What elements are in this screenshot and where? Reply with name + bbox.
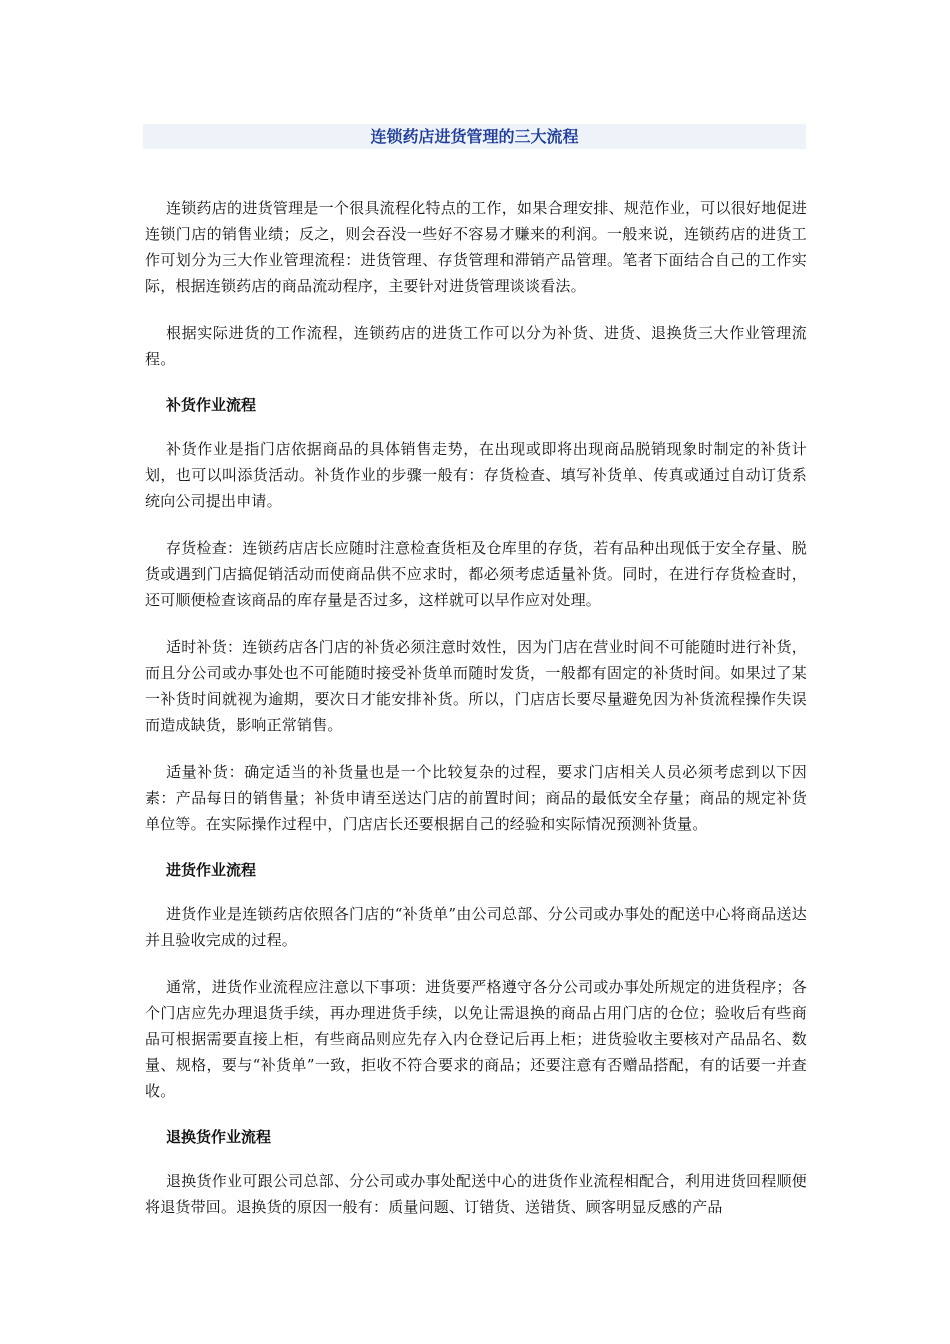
purchase-notes-paragraph: 通常，进货作业流程应注意以下事项：进货要严格遵守各分公司或办事处所规定的进货程序；各个门店应先办理退货手续，再办理进货手续，以免让需退换的商品占用门店的仓位；验收后有些商品可根据需要直接上柜，有些商品则应先存入内仓登记后再上柜；进货验收主要核对产品品名、数量、规格，要与“补货单”一致，拒收不符合要求的商品；还要注意有否赠品搭配，有的话要一并查收。 bbox=[145, 978, 807, 1100]
document-body bbox=[145, 195, 807, 1241]
purchase-definition-paragraph: 进货作业是连锁药店依照各门店的“补货单”由公司总部、分公司或办事处的配送中心将商品送达并且验收完成的过程。 bbox=[145, 905, 807, 949]
return-definition-paragraph: 退换货作业可跟公司总部、分公司或办事处配送中心的进货作业流程相配合，利用进货回程顺便将退货带回。退换货的原因一般有：质量问题、订错货、送错货、顾客明显反感的产品 bbox=[145, 1172, 807, 1216]
section-heading-return: 退换货作业流程 bbox=[166, 1128, 272, 1146]
section-heading-purchase: 进货作业流程 bbox=[166, 861, 257, 879]
timely-replenish-paragraph: 适时补货：连锁药店各门店的补货必须注意时效性，因为门店在营业时间不可能随时进行补货，而且分公司或办事处也不可能随时接受补货单而随时发货，一般都有固定的补货时间。如果过了某一补货时间就视为逾期，要次日才能安排补货。所以，门店店长要尽量避免因为补货流程操作失误而造成缺货，影响正常销售。 bbox=[145, 638, 807, 734]
overview-paragraph: 根据实际进货的工作流程，连锁药店的进货工作可以分为补货、进货、退换货三大作业管理流程。 bbox=[145, 324, 807, 368]
replenish-definition-paragraph: 补货作业是指门店依据商品的具体销售走势，在出现或即将出现商品脱销现象时制定的补货计划，也可以叫添货活动。补货作业的步骤一般有：存货检查、填写补货单、传真或通过自动订货系统向公司提出申请。 bbox=[145, 440, 807, 510]
stock-check-paragraph: 存货检查：连锁药店店长应随时注意检查货柜及仓库里的存货，若有品种出现低于安全存量、脱货或遇到门店搞促销活动而使商品供不应求时，都必须考虑适量补货。同时，在进行存货检查时，还可顺便检查该商品的库存量是否过多，这样就可以早作应对处理。 bbox=[145, 539, 807, 609]
document-title: 连锁药店进货管理的三大流程 bbox=[143, 124, 806, 149]
intro-paragraph: 连锁药店的进货管理是一个很具流程化特点的工作，如果合理安排、规范作业，可以很好地促进连锁门店的销售业绩；反之，则会吞没一些好不容易才赚来的利润。一般来说，连锁药店的进货工作可划分为三大作业管理流程：进货管理、存货管理和滞销产品管理。笔者下面结合自己的工作实际，根据连锁药店的商品流动程序，主要针对进货管理谈谈看法。 bbox=[145, 199, 807, 295]
section-heading-replenish: 补货作业流程 bbox=[166, 396, 257, 414]
quantity-replenish-paragraph: 适量补货：确定适当的补货量也是一个比较复杂的过程，要求门店相关人员必须考虑到以下因素：产品每日的销售量；补货申请至送达门店的前置时间；商品的最低安全存量；商品的规定补货单位等。在实际操作过程中，门店店长还要根据自己的经验和实际情况预测补货量。 bbox=[145, 763, 807, 833]
